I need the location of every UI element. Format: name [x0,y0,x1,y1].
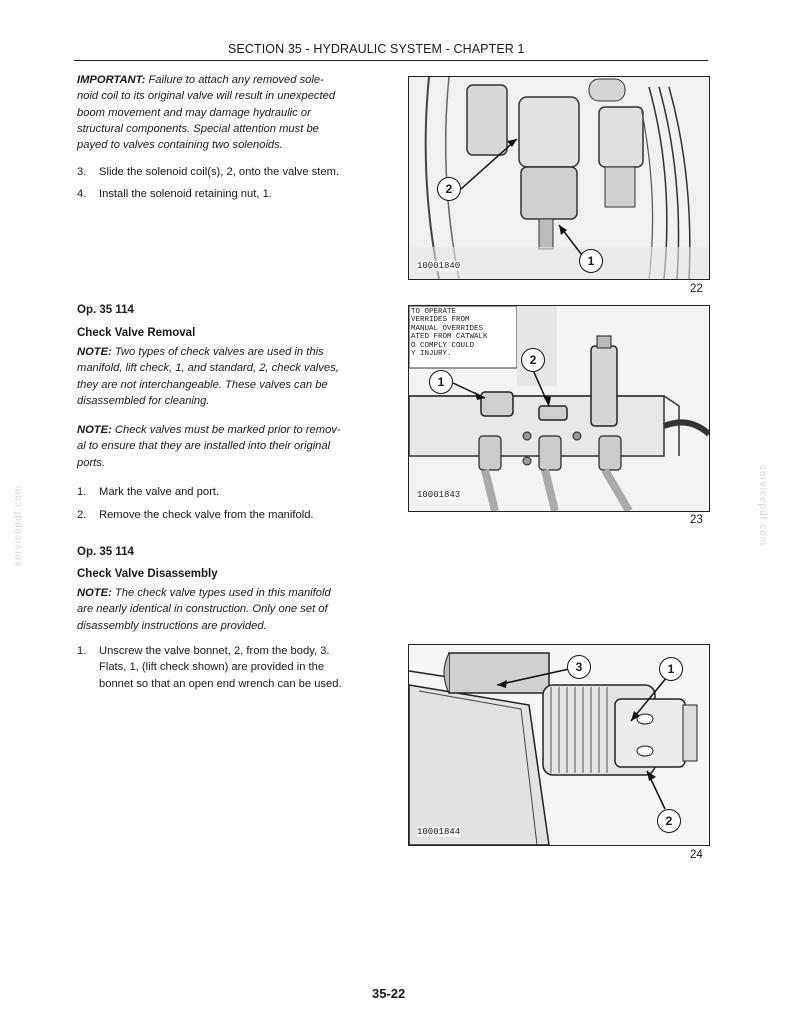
note-line: Check valves must be marked prior to remov- [114,424,341,436]
note-line: manifold, lift check, 1, and standard, 2, check valves, [77,362,339,375]
op-label: Op. 35 114 [77,546,134,558]
important-line-4: payed to valves containing two solenoids. [77,139,283,152]
step-text: Mark the valve and port. [99,486,220,498]
callout-circle: 2 [657,809,681,833]
figure-id: 10001843 [417,490,461,500]
callout-circle: 3 [567,655,591,679]
section-header: SECTION 35 - HYDRAULIC SYSTEM - CHAPTER 1 [228,42,525,56]
list-item [77,484,377,500]
note-line: Two types of check valves are used in this [114,346,324,358]
decal-line: MANUAL OVERRIDES [411,324,484,333]
step-line: Flats, 1, (lift check shown) are provided in the [99,661,325,674]
decal-line: VERRIDES FROM [411,316,470,325]
important-note [77,72,377,153]
step-number: 4. [77,188,87,200]
important-line-3: structural components. Special attention must be [77,122,319,135]
section-heading: Check Valve Disassembly [77,568,218,580]
list-item [77,643,377,692]
callout-circle: 1 [429,370,453,394]
warning-decal [411,308,488,358]
callout-circle: 1 [659,657,683,681]
watermark-left: servicepdf.com [13,484,25,567]
note-mark-valves [77,422,377,471]
step-line: Unscrew the valve bonnet, 2, from the body, 3. [99,645,330,657]
note-line: al to ensure that they are installed into their original [77,440,331,453]
note-label: NOTE: [77,346,112,358]
page-number: 35-22 [372,986,406,1001]
important-line-1: noid coil to its original valve will result in unexpected [77,90,336,103]
figure-23-check-valves [408,305,710,512]
figure-id: 10001840 [417,261,461,271]
step-text: Slide the solenoid coil(s), 2, onto the valve stem. [99,166,340,178]
step-number: 1. [77,486,87,498]
step-line: bonnet so that an open end wrench can be used. [99,677,342,690]
header-rule [74,60,708,61]
note-identical-construction [77,585,377,634]
step-text: Remove the check valve from the manifold. [99,509,314,521]
important-label: IMPORTANT: [77,74,146,86]
note-line: are nearly identical in construction. Only one set of [77,603,328,616]
decal-line: Y INJURY. [411,350,452,359]
list-item [77,507,377,523]
step-number: 3. [77,166,87,178]
note-label: NOTE: [77,587,112,599]
step-text: Install the solenoid retaining nut, 1. [99,188,272,200]
callout-circle: 2 [521,348,545,372]
section-heading: Check Valve Removal [77,327,196,339]
figure-number: 22 [690,283,703,295]
figure-24-valve-bonnet [408,644,710,846]
step-number: 2. [77,509,87,521]
callout-circle: 2 [437,177,461,201]
note-label: NOTE: [77,424,112,436]
figure-number: 24 [690,849,703,861]
figure-number: 23 [690,514,703,526]
decal-line: O COMPLY COULD [411,341,475,350]
figure-22-solenoid-valves [408,76,710,280]
important-line-2: boom movement and may damage hydraulic or [77,106,311,119]
note-line: ports. [77,456,105,469]
list-item [77,164,377,180]
watermark-right: servicepdf.com [757,464,769,547]
step-number: 1. [77,645,87,657]
note-check-valve-types [77,344,377,409]
important-line-0: Failure to attach any removed sole- [148,74,324,86]
decal-line: TO OPERATE [411,308,457,316]
note-line: they are not interchangeable. These valves can be [77,378,328,391]
callout-circle: 1 [579,249,603,273]
note-line: disassembled for cleaning. [77,394,210,407]
note-line: disassembly instructions are provided. [77,619,267,632]
figure-id: 10001844 [417,827,461,837]
op-label: Op. 35 114 [77,304,134,316]
list-item [77,186,377,202]
decal-line: ATED FROM CATWALK [411,333,488,342]
note-line: The check valve types used in this manifold [114,587,331,599]
